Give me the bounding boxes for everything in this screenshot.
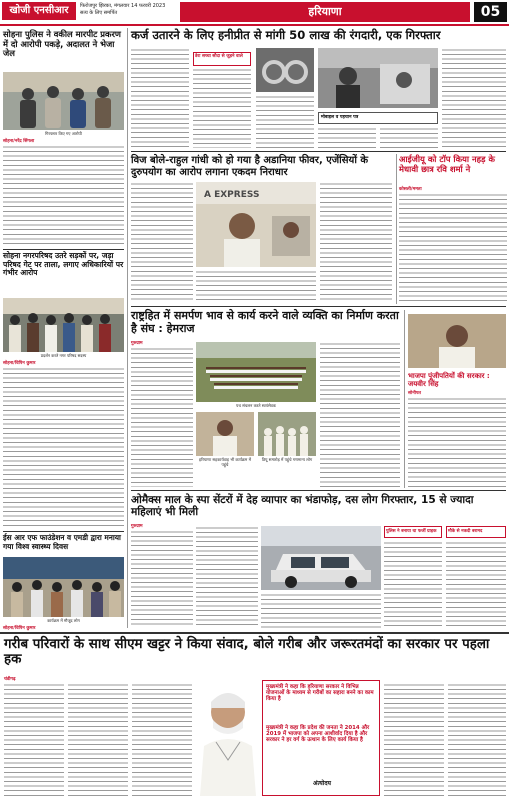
body-left1 (3, 145, 124, 245)
caption-person: हरियाणा सहकार्यवाह भी कार्यक्रम में पहुंचे (199, 457, 251, 467)
photo-jaiveer (408, 314, 506, 368)
quote-box (262, 680, 380, 796)
photo-parade (196, 342, 316, 402)
subhead-box-omaxe-2 (446, 526, 506, 538)
byline-khattar: चंडीगढ़ (4, 677, 16, 682)
body-vij-col1 (131, 182, 193, 302)
caption-protest: प्रदर्शन करते नगर परिषद सदस्य (40, 353, 87, 358)
body-omaxe-col2 (196, 526, 258, 628)
column-divider (127, 28, 128, 628)
photo-health-day (3, 557, 124, 617)
body-bhajpa (408, 397, 506, 487)
byline-omaxe: गुरुग्राम (131, 524, 143, 529)
subhead-cash: मौके से नकदी बरामद (448, 529, 483, 534)
body-igu (399, 193, 507, 304)
body-honeypreet-col2 (193, 68, 251, 148)
divider (131, 490, 506, 491)
byline-left1: सोहना/नरेंद्र सिंगला (3, 139, 35, 144)
headline-world-health-day: ईस आर एफ फाउंडेशन व एमडी द्वारा मनाया गया विश्व स्वास्थ्य दिवस (3, 533, 121, 551)
column-divider-ig (396, 154, 397, 304)
photo-arrested-accused (3, 72, 124, 130)
headline-nagar-parishad: सोहना नगरपरिषद उतरे सड़कों पर, जड़ा परिषद गेट पर ताला, लगाए अधिकारियों पर गंभीर आरोप (3, 251, 124, 278)
subhead-box-1 (193, 52, 251, 66)
divider (3, 531, 124, 532)
headline-honeypreet: कर्ज उतारने के लिए हनीप्रीत से मांगी 50 लाख की रंगदारी, एक गिरफ्तार (131, 28, 441, 42)
divider (0, 632, 509, 634)
photo-protest (3, 298, 124, 352)
section-title: हरियाणा (180, 2, 470, 22)
byline-sangh: गुरुग्राम (131, 341, 143, 346)
divider (3, 249, 124, 250)
photo-gathering (258, 412, 316, 456)
caption-group: ठियू समारोह में पहुंचे गणमान्य लोग (261, 457, 313, 462)
subhead-dera: डेरा सच्चा सौदा से जुड़ने वाले (195, 54, 243, 59)
body-sangh-col1 (131, 347, 193, 487)
photo-khattar (196, 680, 260, 796)
newspaper-logo: खोजी एनसीआर (2, 2, 76, 20)
body-omaxe-col5 (446, 541, 506, 628)
body-honeypreet-col5 (380, 127, 438, 148)
body-omaxe-col4 (384, 541, 442, 628)
page-number: 05 (474, 2, 507, 22)
headline-sohna-lawyer: सोहना पुलिस ने वकील मारपीट प्रकरण में दो आरोपी पकड़े, अदालत ने भेजा जेल (3, 29, 121, 59)
subhead-box-omaxe-1 (384, 526, 442, 538)
body-honeypreet-col1 (131, 48, 189, 148)
headline-bhajpa: भाजपा पूंजीपतियों की सरकार : जयवीर सिंह (408, 372, 490, 389)
byline-left2: सोहना/विपिन कुमार (3, 361, 36, 366)
subhead-mobile: मोबाइल व पहचान पत्र (321, 115, 359, 120)
body-omaxe-col1 (131, 530, 193, 628)
caption-accused: गिरफ्तार किए गए आरोपी (45, 131, 82, 136)
body-vij-col2 (196, 270, 316, 302)
subhead-box-2 (318, 112, 438, 124)
tagline: सत्य के लिए समर्पित (80, 10, 118, 16)
body-omaxe-col3 (261, 593, 381, 628)
column-divider-bhajpa (404, 310, 405, 488)
masthead (0, 0, 509, 26)
body-honeypreet-col3 (256, 95, 314, 148)
divider (131, 151, 506, 152)
byline-bhajpa: सोनीपत (408, 391, 421, 396)
quote-label: अंत्योदय (312, 780, 332, 787)
body-honeypreet-col6 (442, 48, 506, 148)
issue-date: फिरोजपुर झिरका, मंगलवार 14 फरवरी 2023 (80, 3, 166, 9)
headline-sangh: राष्ट्रहित में समर्पण भाव से कार्य करने वाले व्यक्ति का निर्माण करता है संघ : हेमराज (131, 309, 399, 335)
body-khattar-col2 (68, 683, 128, 796)
photo-anil-vij (196, 182, 316, 267)
byline-igu: कोसली/ममता (399, 187, 422, 192)
photo-honeypreet-accused (318, 48, 438, 108)
caption-health-day: कार्यक्रम में मौजूद लोग (47, 618, 80, 623)
body-khattar-col5 (384, 683, 444, 796)
body-honeypreet-col4 (318, 127, 376, 148)
body-khattar-col6 (448, 683, 506, 796)
body-sangh-col3 (320, 342, 400, 487)
masthead-rule (0, 24, 509, 26)
photo-police-car (261, 526, 381, 590)
caption-parade: पथ संचलन करते स्वयंसेवक (236, 403, 276, 408)
headline-vij: विज बोले-राहुल गांधी को हो गया है अडानिया फीवर, एजेंसियों के दुरुपयोग का आरोप लगाना एकदम निराधार (131, 155, 369, 178)
banner-text: A EXPRESS (204, 190, 260, 200)
body-khattar-col1 (4, 683, 64, 796)
headline-igu: आईजीयू को टॉप किया नहड़ के मेधावी छात्र रवि शर्मा ने (399, 154, 495, 174)
subhead-fake-customer: पुलिस ने बनाया था फर्जी ग्राहक (386, 529, 437, 534)
byline-left3: सोहना/विपिन कुमार (3, 626, 36, 631)
quote-text: मुख्यमंत्री ने कहा कि प्रदेश की जनता ने 2014 और 2019 में भाजपा को अपना आशीर्वाद दिया है और सरकार ने हर वर्ग के उत्थान के लिए कार्य किया है (266, 725, 370, 744)
headline-khattar: गरीब परिवारों के साथ सीएम खट्टर ने किया संवाद, बोले गरीब और जरूरतमंदों का सरकार पर पहला हक (4, 637, 490, 668)
body-vij-col3 (320, 182, 392, 302)
headline-omaxe: ओमैक्स माल के स्पा सेंटरों में देह व्यापार का भंडाफोड़, दस लोग गिरफ्तार, 15 से ज्यादा महिलाएं भी मिली (131, 494, 474, 519)
quote-title: मुख्यमंत्री ने कहा कि हरियाणा सरकार ने विभिन्न योजनाओं के माध्यम से गरीबों का सहारा बनने का काम किया है (266, 684, 374, 703)
body-left2 (3, 367, 124, 527)
body-khattar-col3 (132, 683, 192, 796)
issue-info (80, 3, 165, 17)
photo-handcuffs (256, 48, 314, 92)
photo-speaker (196, 412, 254, 456)
divider (131, 306, 506, 307)
